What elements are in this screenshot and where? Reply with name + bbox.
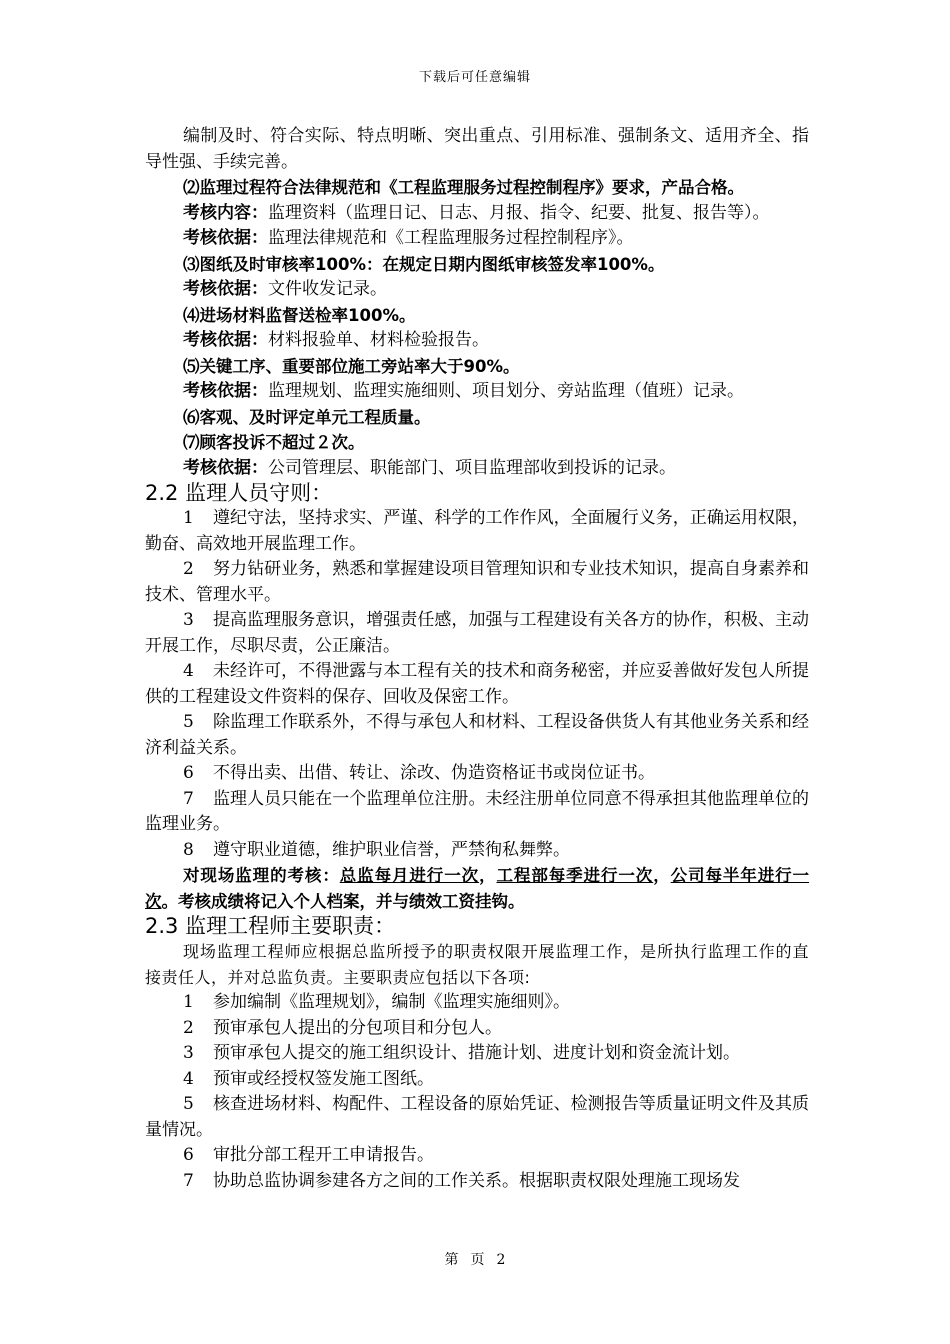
document-body xyxy=(145,124,809,1194)
list-item xyxy=(145,761,809,787)
list-item xyxy=(145,1067,809,1093)
label: 考核依据： xyxy=(183,330,268,350)
list-item xyxy=(145,557,809,608)
item-text: 提高监理服务意识，增强责任感，加强与工程建设有关各方的协作，积极、主动开展工作，尽职尽责，公正廉洁。 xyxy=(145,610,809,656)
criterion-7: ⑺顾客投诉不超过２次。 xyxy=(183,433,365,452)
item-text: 遵守职业道德，维护职业信誉，严禁徇私舞弊。 xyxy=(213,839,570,860)
label: 考核依据： xyxy=(183,457,268,478)
item-number: 1 xyxy=(183,508,194,528)
item-number: 2 xyxy=(183,559,194,579)
list-item xyxy=(145,787,809,838)
criterion-4: ⑷进场材料监督送检率100%。 xyxy=(183,305,416,325)
item-number: 7 xyxy=(183,1170,194,1191)
rules-list xyxy=(145,506,809,863)
item-number: 1 xyxy=(183,992,194,1012)
item-number: 2 xyxy=(183,1017,194,1038)
page-header: 下载后可任意编辑 xyxy=(418,70,531,85)
list-item xyxy=(145,710,809,761)
criterion-6: ⑹客观、及时评定单元工程质量。 xyxy=(183,407,431,427)
item-number: 8 xyxy=(183,839,194,860)
item-number: 5 xyxy=(183,712,194,732)
section-heading: 2.3 监理工程师主要职责： xyxy=(145,914,396,938)
criterion-3: ⑶图纸及时审核率100%：在规定日期内图纸审核签发率100%。 xyxy=(183,254,665,274)
section-heading: 2.2 监理人员守则： xyxy=(145,481,333,505)
list-item xyxy=(145,990,809,1016)
item-text: 预审承包人提出的分包项目和分包人。 xyxy=(213,1017,502,1038)
label: 考核依据： xyxy=(183,228,268,248)
item-text: 监理人员只能在一个监理单位注册。未经注册单位同意不得承担其他监理单位的监理业务。 xyxy=(145,788,809,834)
page-number: 2 xyxy=(496,1252,506,1268)
list-item xyxy=(145,608,809,659)
list-item xyxy=(145,1041,809,1067)
item-text: 参加编制《监理规划》，编制《监理实施细则》。 xyxy=(213,992,570,1012)
item-number: 6 xyxy=(183,1145,194,1165)
list-item xyxy=(145,659,809,710)
list-item xyxy=(145,506,809,557)
item-number: 4 xyxy=(183,1068,194,1089)
label: 考核依据： xyxy=(183,381,268,401)
item-text: 核查进场材料、构配件、工程设备的原始凭证、检测报告等质量证明文件及其质量情况。 xyxy=(145,1094,809,1140)
paragraph: 考核依据：材料报验单、材料检验报告。 xyxy=(183,330,489,350)
duties-list xyxy=(145,990,809,1194)
item-text: 未经许可，不得泄露与本工程有关的技术和商务秘密，并应妥善做好发包人所提供的工程建设文件资料的保存、回收及保密工作。 xyxy=(145,661,809,707)
item-number: 3 xyxy=(183,610,194,630)
list-item xyxy=(145,1169,809,1195)
label: 考核依据： xyxy=(183,279,268,299)
paragraph: 考核依据：监理法律规范和《工程监理服务过程控制程序》。 xyxy=(183,228,634,248)
item-number: 5 xyxy=(183,1094,194,1114)
list-item xyxy=(145,1092,809,1143)
item-text: 努力钻研业务，熟悉和掌握建设项目管理知识和专业技术知识，提高自身素养和技术、管理水平。 xyxy=(145,559,809,605)
item-text: 除监理工作联系外，不得与承包人和材料、工程设备供货人有其他业务关系和经济利益关系。 xyxy=(145,712,809,758)
paragraph: 考核依据：监理规划、监理实施细则、项目划分、旁站监理（值班）记录。 xyxy=(183,381,744,401)
label: 考核内容： xyxy=(183,202,268,223)
item-text: 遵纪守法，坚持求实、严谨、科学的工作作风，全面履行义务，正确运用权限，勤奋、高效地开展监理工作。 xyxy=(145,508,809,554)
paragraph: 编制及时、符合实际、特点明晰、突出重点、引用标准、强制条文、适用齐全、指导性强、手续完善。 xyxy=(145,126,809,172)
item-text: 协助总监协调参建各方之间的工作关系。根据职责权限处理施工现场发 xyxy=(213,1170,740,1191)
item-number: 7 xyxy=(183,788,194,809)
assessment-paragraph: 对现场监理的考核：总监每月进行一次，工程部每季进行一次，公司每半年进行一次。考核成绩将记入个人档案，并与绩效工资挂钩。 xyxy=(145,866,810,911)
paragraph: 考核依据：公司管理层、职能部门、项目监理部收到投诉的记录。 xyxy=(183,457,676,478)
criterion-2: ⑵监理过程符合法律规范和《工程监理服务过程控制程序》要求，产品合格。 xyxy=(183,178,744,197)
item-text: 预审承包人提交的施工组织设计、措施计划、进度计划和资金流计划。 xyxy=(213,1043,740,1063)
item-number: 3 xyxy=(183,1043,194,1063)
paragraph: 考核内容：监理资料（监理日记、日志、月报、指令、纪要、批复、报告等）。 xyxy=(183,202,770,223)
item-number: 6 xyxy=(183,763,194,783)
paragraph: 考核依据：文件收发记录。 xyxy=(183,279,387,299)
item-number: 4 xyxy=(183,661,194,681)
list-item xyxy=(145,838,809,864)
paragraph: 现场监理工程师应根据总监所授予的职责权限开展监理工作，是所执行监理工作的直接责任人，并对总监负责。主要职责应包括以下各项: xyxy=(145,942,809,987)
criterion-5: ⑸关键工序、重要部位施工旁站率大于90%。 xyxy=(183,356,520,376)
list-item xyxy=(145,1016,809,1042)
list-item xyxy=(145,1143,809,1169)
item-text: 审批分部工程开工申请报告。 xyxy=(213,1145,434,1165)
page-footer: 第 页 2 xyxy=(444,1252,506,1268)
item-text: 不得出卖、出借、转让、涂改、伪造资格证书或岗位证书。 xyxy=(213,763,655,783)
item-text: 预审或经授权签发施工图纸。 xyxy=(213,1068,434,1089)
